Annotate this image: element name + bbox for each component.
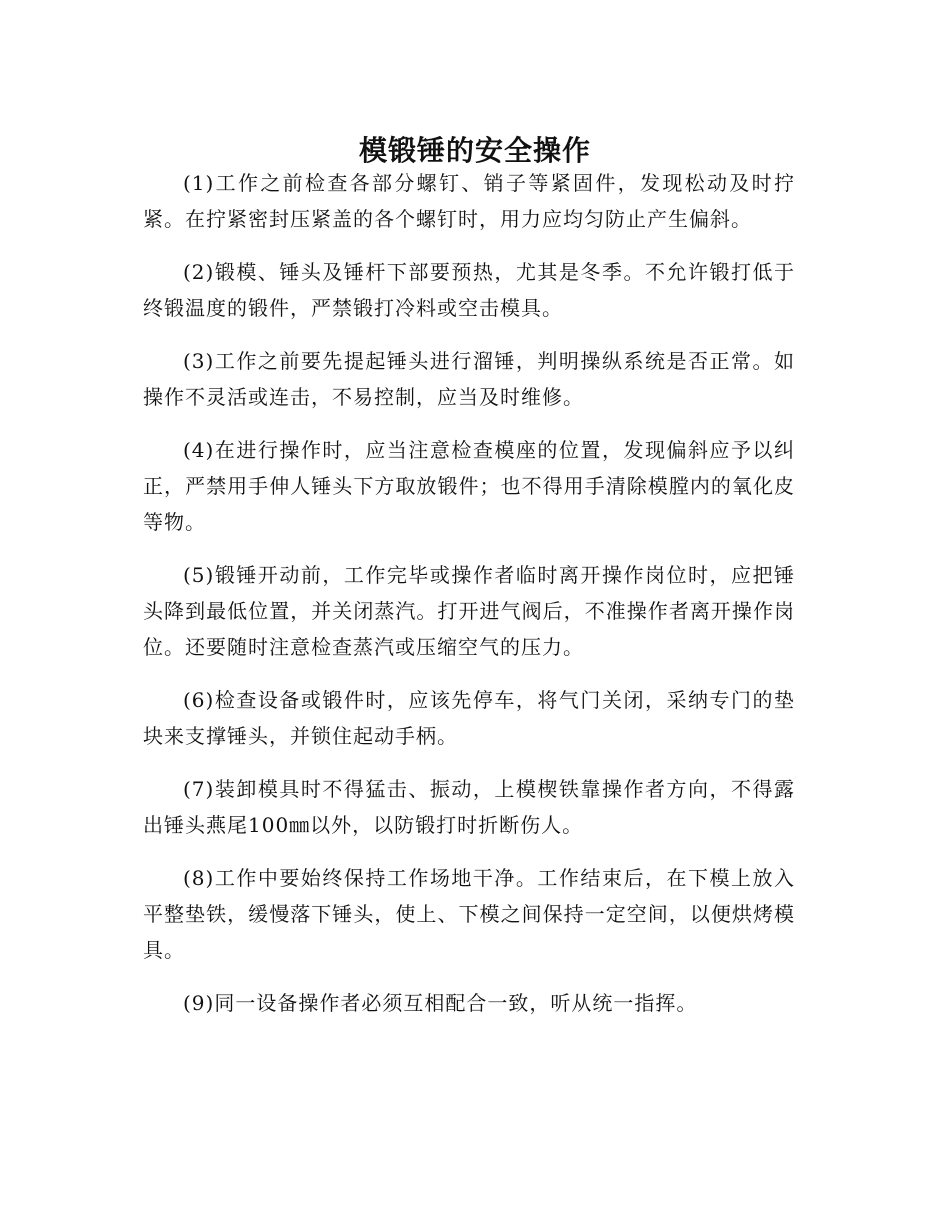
paragraph-9: (9)同一设备操作者必须互相配合一致，听从统一指挥。 <box>183 991 698 1015</box>
paragraph-5: (5)锻锤开动前，工作完毕或操作者临时离开操作岗位时，应把锤头降到最低位置，并关闭蒸汽。打开进气阀后，不准操作者离开操作岗位。还要随时注意检查蒸汽或压缩空气的压力。 <box>143 563 795 659</box>
paragraph-6: (6)检查设备或锻件时，应该先停车，将气门关闭，采纳专门的垫块来支撑锤头，并锁住起动手柄。 <box>143 688 795 748</box>
document-body <box>143 165 795 1038</box>
paragraph-3: (3)工作之前要先提起锤头进行溜锤，判明操纵系统是否正常。如操作不灵活或连击，不易控制，应当及时维修。 <box>143 349 795 409</box>
paragraph-8: (8)工作中要始终保持工作场地干净。工作结束后，在下模上放入平整垫铁，缓慢落下锤头，使上、下模之间保持一定空间，以便烘烤模具。 <box>143 866 795 962</box>
paragraph-1: (1)工作之前检查各部分螺钉、销子等紧固件，发现松动及时拧紧。在拧紧密封压紧盖的各个螺钉时，用力应均匀防止产生偏斜。 <box>143 171 795 231</box>
paragraph-2: (2)锻模、锤头及锤杆下部要预热，尤其是冬季。不允许锻打低于终锻温度的锻件，严禁锻打冷料或空击模具。 <box>143 260 795 320</box>
paragraph-4: (4)在进行操作时，应当注意检查模座的位置，发现偏斜应予以纠正，严禁用手伸人锤头下方取放锻件；也不得用手清除模膛内的氧化皮等物。 <box>143 438 795 534</box>
document-title: 模锻锤的安全操作 <box>358 133 591 167</box>
paragraph-7: (7)装卸模具时不得猛击、振动，上模楔铁靠操作者方向，不得露出锤头燕尾100㎜以外，以防锻打时折断伤人。 <box>143 777 795 837</box>
